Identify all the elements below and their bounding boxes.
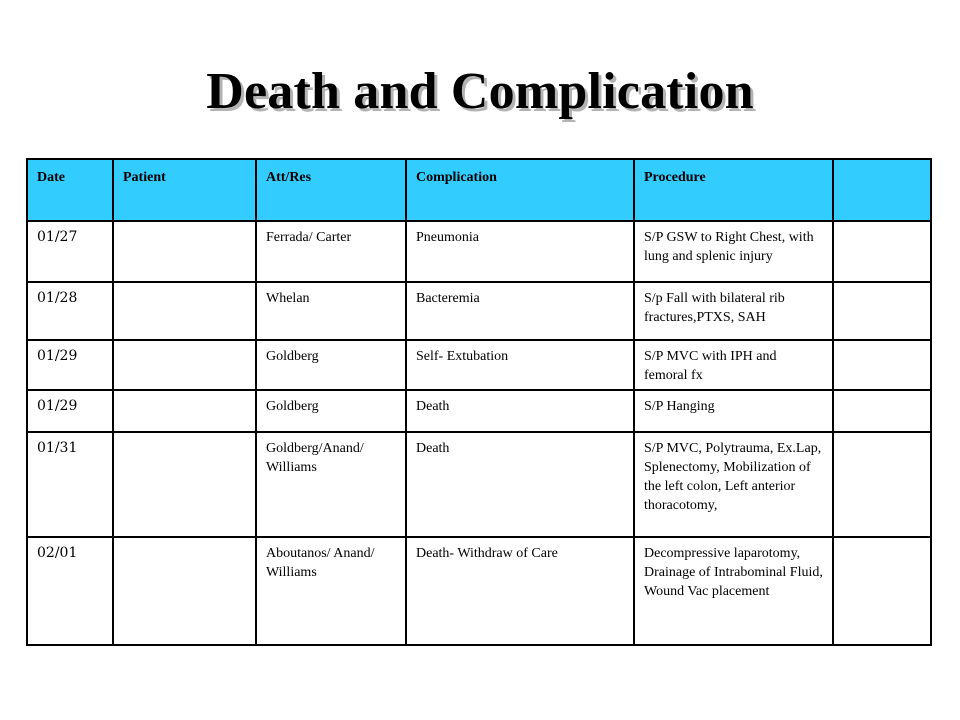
cell-procedure: S/P MVC with IPH and femoral fx	[634, 340, 833, 390]
header-procedure: Procedure	[634, 159, 833, 221]
cell-complication: Self- Extubation	[406, 340, 634, 390]
table-row	[27, 340, 931, 390]
cell-att-res: Ferrada/ Carter	[256, 221, 406, 282]
table-row	[27, 221, 931, 282]
cell-patient	[113, 221, 256, 282]
cell-complication: Death	[406, 432, 634, 537]
cell-complication: Death	[406, 390, 634, 432]
cell-complication: Bacteremia	[406, 282, 634, 340]
header-date: Date	[27, 159, 113, 221]
cell-extra	[833, 340, 931, 390]
cell-patient	[113, 432, 256, 537]
table-header-row	[27, 159, 931, 221]
table-row	[27, 390, 931, 432]
cell-procedure: S/P GSW to Right Chest, with lung and splenic injury	[634, 221, 833, 282]
cell-complication: Death- Withdraw of Care	[406, 537, 634, 645]
cell-date: 01/29	[27, 340, 113, 390]
header-extra	[833, 159, 931, 221]
cell-att-res: Whelan	[256, 282, 406, 340]
cell-procedure: S/P MVC, Polytrauma, Ex.Lap, Splenectomy, Mobilization of the left colon, Left anterior thoracotomy,	[634, 432, 833, 537]
cell-att-res: Goldberg/Anand/ Williams	[256, 432, 406, 537]
cell-att-res: Goldberg	[256, 340, 406, 390]
header-complication: Complication	[406, 159, 634, 221]
cell-patient	[113, 390, 256, 432]
death-complication-table	[26, 158, 932, 646]
cell-patient	[113, 282, 256, 340]
cell-complication: Pneumonia	[406, 221, 634, 282]
table-row	[27, 432, 931, 537]
header-att-res: Att/Res	[256, 159, 406, 221]
cell-date: 01/28	[27, 282, 113, 340]
cell-extra	[833, 537, 931, 645]
cell-att-res: Goldberg	[256, 390, 406, 432]
cell-extra	[833, 432, 931, 537]
header-patient: Patient	[113, 159, 256, 221]
table-row	[27, 282, 931, 340]
cell-extra	[833, 390, 931, 432]
cell-date: 02/01	[27, 537, 113, 645]
table-row	[27, 537, 931, 645]
slide-title: Death and Complication	[206, 63, 754, 120]
cell-procedure: S/p Fall with bilateral rib fractures,PTXS, SAH	[634, 282, 833, 340]
cell-date: 01/29	[27, 390, 113, 432]
cell-date: 01/27	[27, 221, 113, 282]
cell-patient	[113, 340, 256, 390]
cell-procedure: S/P Hanging	[634, 390, 833, 432]
cell-patient	[113, 537, 256, 645]
cell-date: 01/31	[27, 432, 113, 537]
cell-att-res: Aboutanos/ Anand/ Williams	[256, 537, 406, 645]
cell-extra	[833, 221, 931, 282]
cell-procedure: Decompressive laparotomy, Drainage of Intrabominal Fluid, Wound Vac placement	[634, 537, 833, 645]
cell-extra	[833, 282, 931, 340]
